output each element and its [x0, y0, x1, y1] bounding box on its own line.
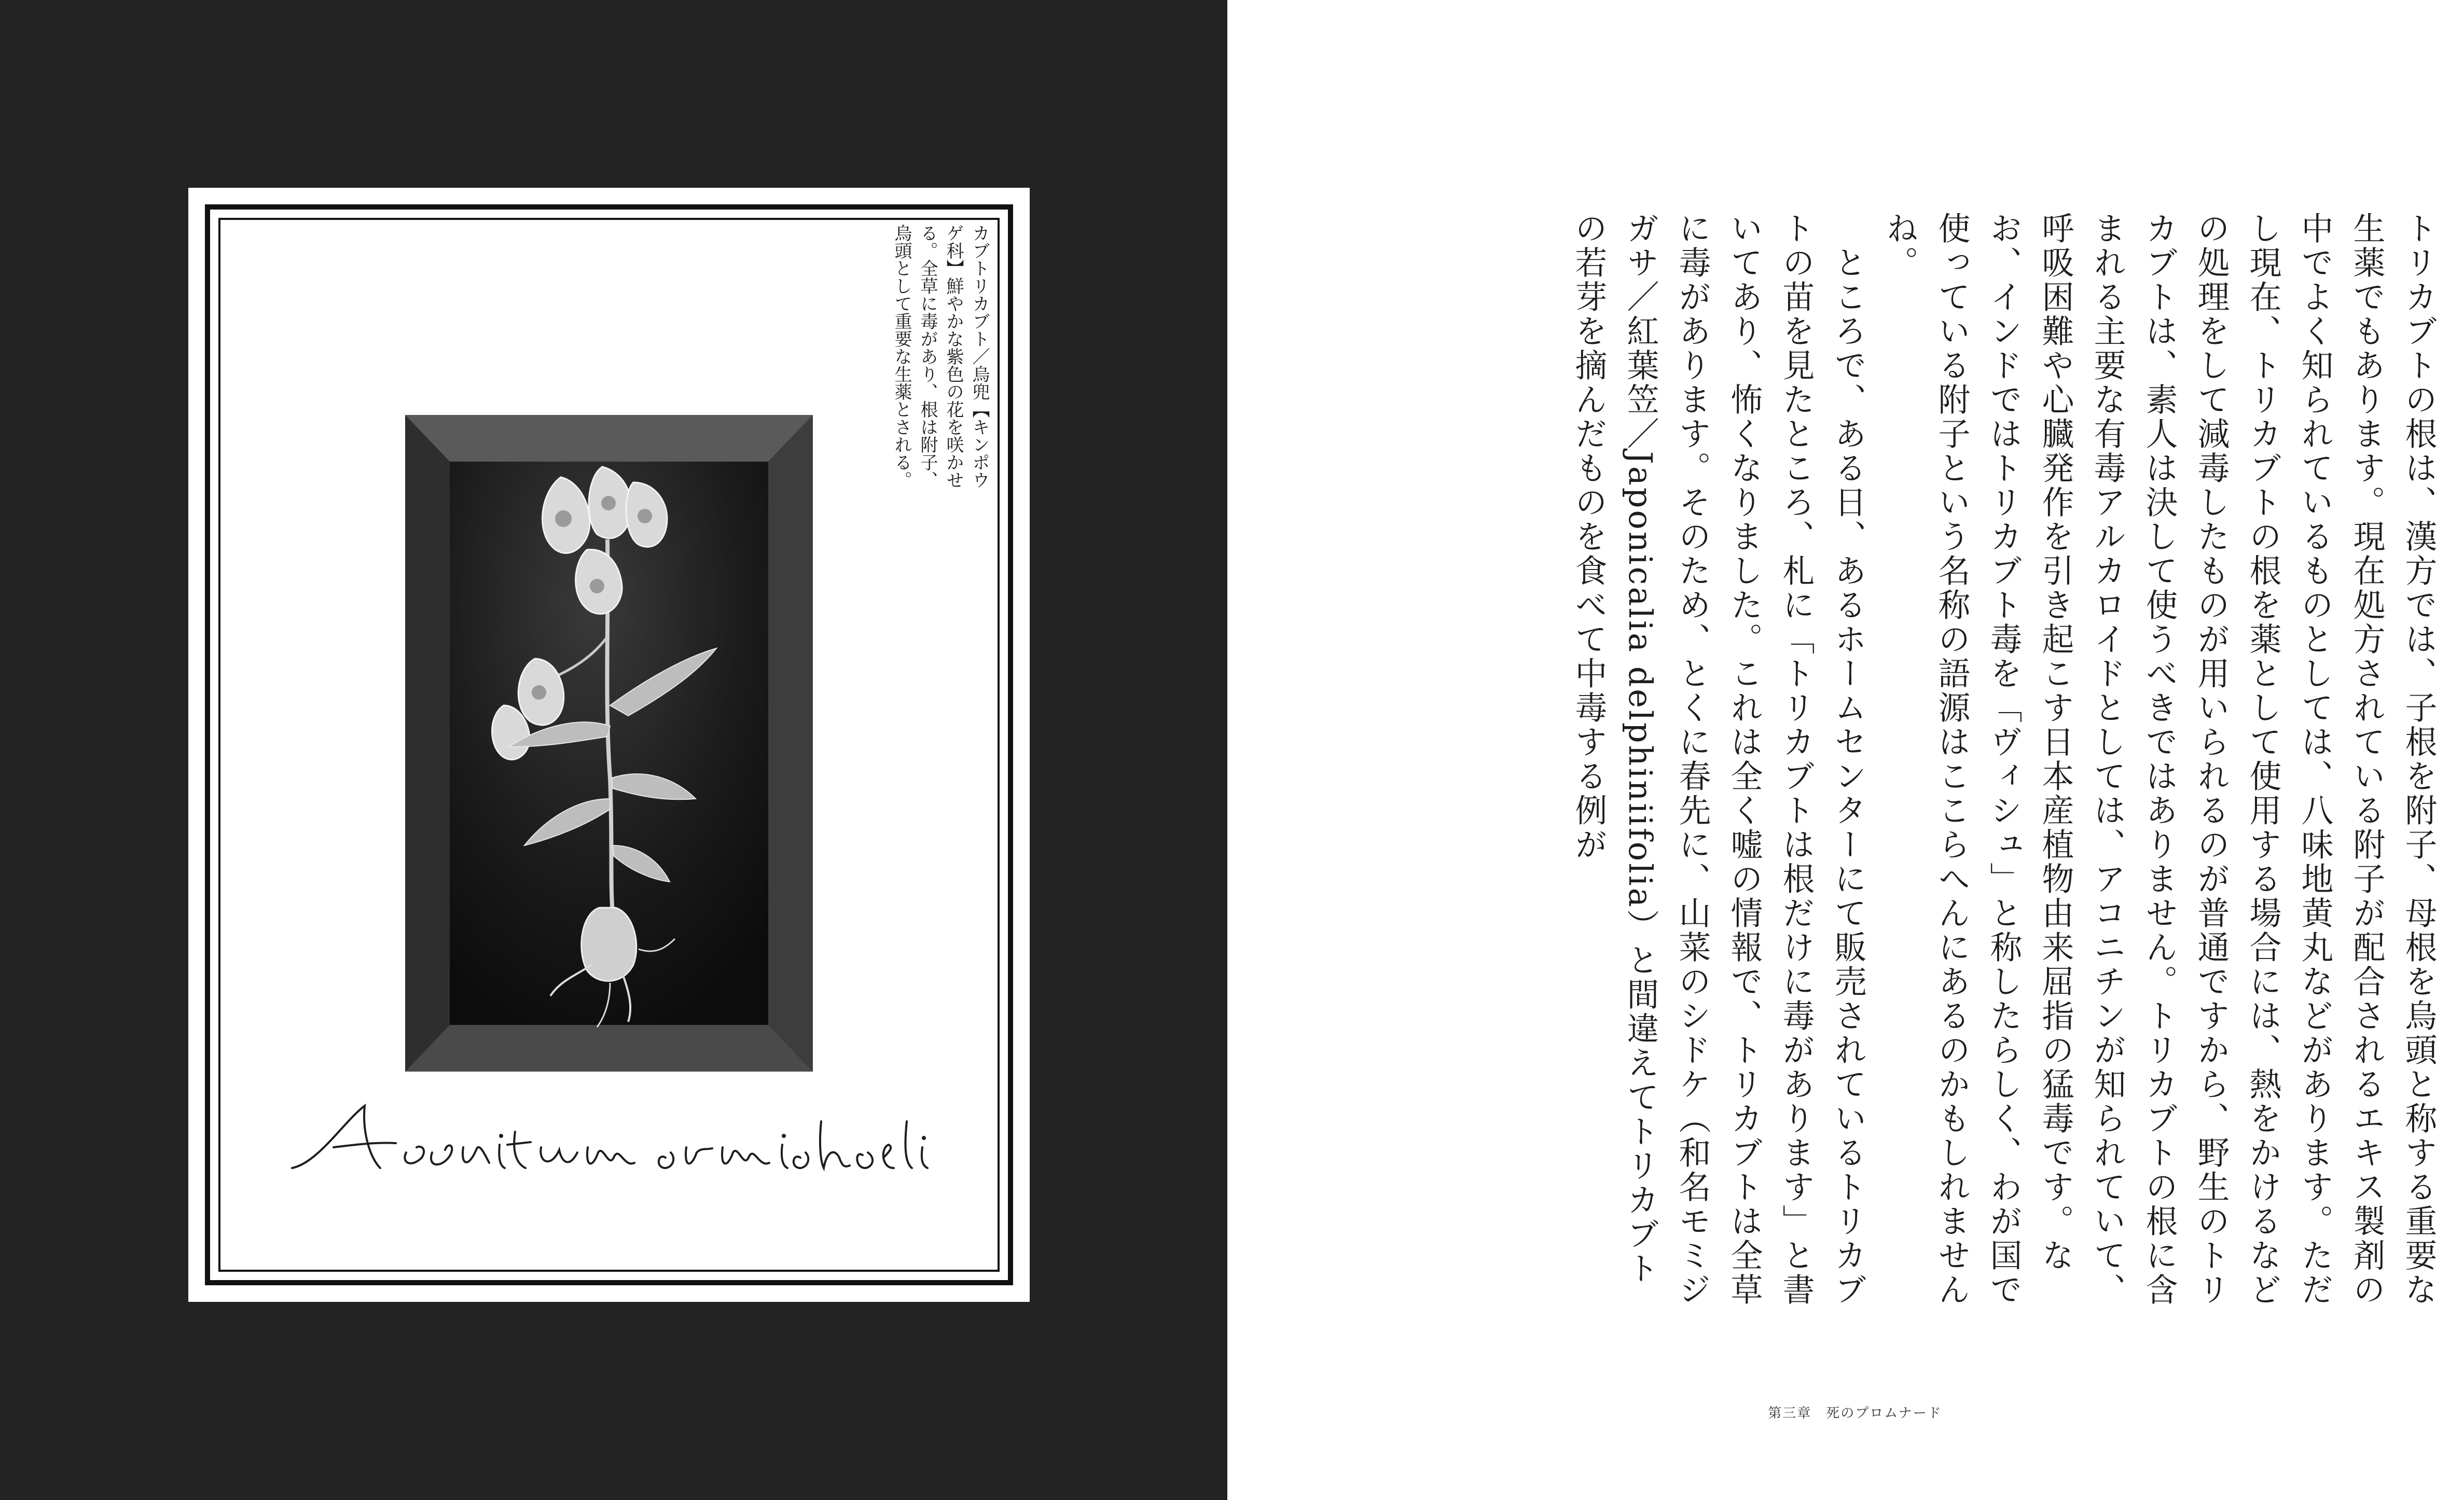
paragraph: トリカブトの根は、漢方では、子根を附子、母根を烏頭と称する重要な生薬でもあります。現在処方されている附子が配合されるエキス製剤の中でよく知られているものとしては、八味地黄丸などがあります。ただし現在、トリカブトの根を薬として使用する場合には、熱をかけるなどの処理をして減毒したものが用いられるのが普通ですから、野生のトリカブトは、素人は決して使うべきではありません。トリカブトの根に含まれる主要な有毒アルカロイドとしては、アコニチンが知られていて、呼吸困難や心臓発作を引き起こす日本産植物由来屈指の猛毒です。なお、インドではトリカブト毒を「ヴィシュ」と称したらしく、わが国で使っている附子という名称の語源はここらへんにあるのかもしれませんね。	[1881, 212, 2438, 1307]
caption-line: ゲ科】鮮やかな紫色の花を咲かせ	[943, 224, 964, 489]
body-text	[1373, 212, 2444, 1311]
caption-line: 烏頭として重要な生薬とされる。	[891, 224, 912, 489]
left-page	[0, 0, 1227, 1500]
latin-name-signature	[271, 1090, 946, 1194]
caption-line: カブトリカブト／烏兜【キンポウ	[969, 224, 990, 489]
right-page	[1227, 0, 2464, 1500]
paragraph: ところで、ある日、あるホームセンターにて販売されているトリカブトの苗を見たところ、札に「トリカブトは根だけに毒があります」と書いてあり、怖くなりました。これは全く嘘の情報で、トリカブトは全草に毒があります。そのため、とくに春先に、山菜のシドケ（和名モミジガサ／紅葉笠／Japonicalia delphiniifolia）と間違えてトリカブトの若芽を摘んだものを食べて中毒する例が	[1570, 212, 1867, 1307]
caption-line: る。全草に毒があり、根は附子、	[917, 224, 938, 489]
chapter-footer: 第三章 死のプロムナード	[1768, 1406, 1942, 1421]
plant-caption	[863, 224, 992, 515]
illustration-plate	[188, 188, 1030, 1302]
aconite-plant-illustration-icon	[405, 415, 813, 1072]
